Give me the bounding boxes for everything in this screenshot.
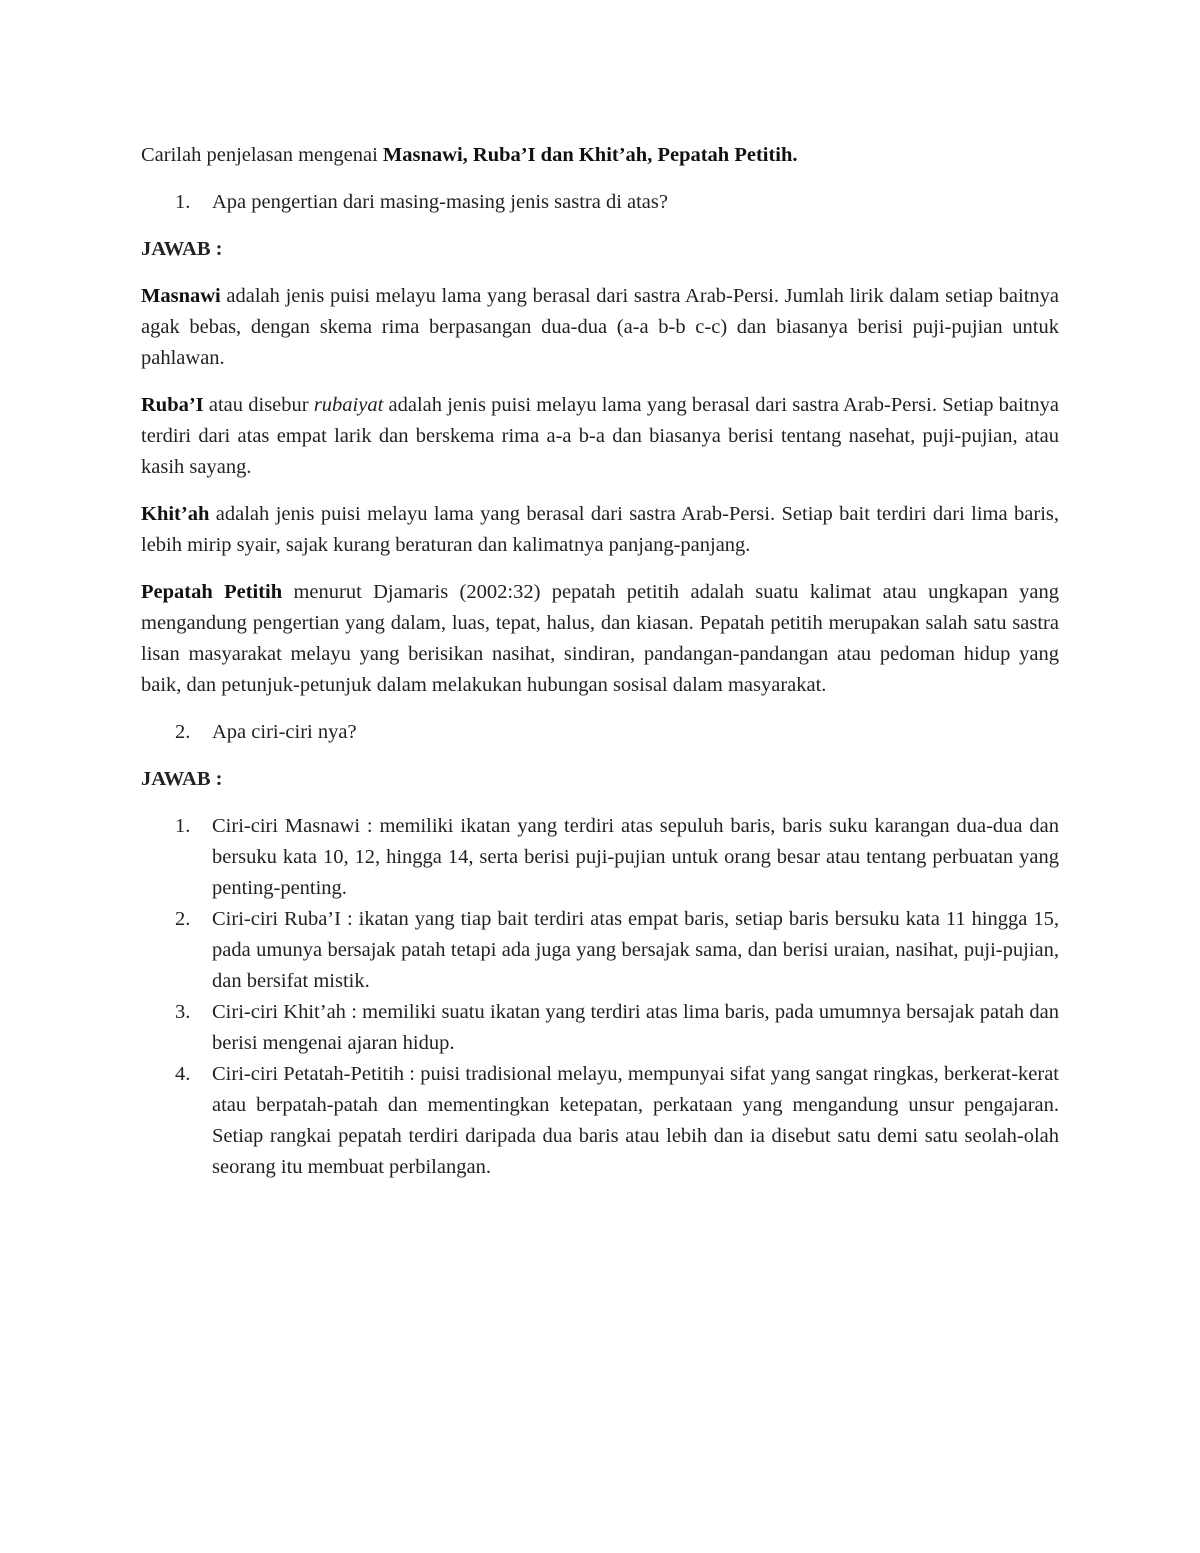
definition-rubai-term: Ruba’I — [141, 394, 204, 416]
definition-khitah-term: Khit’ah — [141, 503, 210, 525]
list-item-text: Ciri-ciri Khit’ah : memiliki suatu ikatan yang terdiri atas lima baris, pada umumnya bersajak patah dan berisi mengenai ajaran hidup. — [212, 1001, 1059, 1054]
list-item-number: 3. — [175, 1001, 191, 1023]
list-item-text: Ciri-ciri Masnawi : memiliki ikatan yang terdiri atas sepuluh baris, baris suku karangan dua-dua dan bersuku kata 10, 12, hingga 14, serta berisi puji-pujian untuk orang besar atau tentang perbuatan yang penting-penting. — [212, 815, 1059, 899]
definition-masnawi-text: adalah jenis puisi melayu lama yang berasal dari sastra Arab-Persi. Jumlah lirik dalam setiap baitnya agak bebas, dengan skema rima berpasangan dua-dua (a-a b-b c-c) dan biasanya berisi puji-pujian untuk pahlawan. — [141, 285, 1059, 369]
definition-masnawi — [141, 281, 1059, 374]
question-2-number: 2. — [175, 721, 191, 743]
intro-prefix: Carilah penjelasan mengenai — [141, 144, 383, 166]
definition-rubai-italic: rubaiyat — [313, 394, 384, 416]
document-page — [141, 140, 1059, 1199]
list-item — [141, 1059, 1059, 1183]
list-item-number: 2. — [175, 908, 191, 930]
question-1-text: Apa pengertian dari masing-masing jenis sastra di atas? — [212, 191, 668, 213]
question-1-number: 1. — [175, 191, 191, 213]
definition-pepatah-text: menurut Djamaris (2002:32) pepatah petitih adalah suatu kalimat atau ungkapan yang mengandung pengertian yang dalam, luas, tepat, halus, dan kiasan. Pepatah petitih merupakan salah satu sastra lisan masyarakat melayu yang berisikan nasihat, sindiran, pandangan-pandangan atau pedoman hidup yang baik, dan petunjuk-petunjuk dalam melakukan hubungan sosisal dalam masyarakat. — [141, 581, 1059, 696]
definition-rubai-text-a: atau disebur — [203, 394, 314, 416]
intro-paragraph — [141, 140, 1059, 171]
question-2 — [141, 717, 1059, 748]
question-1 — [141, 187, 1059, 218]
definition-rubai-text-b: adalah jenis puisi melayu lama yang berasal dari sastra Arab-Persi. Setiap baitnya terdiri dari atas empat larik dan berskema rima a-a b-a dan biasanya berisi tentang nasehat, puji-pujian, atau kasih sayang. — [141, 394, 1059, 478]
definition-pepatah-term: Pepatah Petitih — [141, 581, 283, 603]
question-list-2 — [141, 717, 1059, 748]
definition-rubai — [141, 390, 1059, 483]
intro-topics: Masnawi, Ruba’I dan Khit’ah, Pepatah Petitih. — [382, 144, 798, 166]
characteristics-list — [141, 811, 1059, 1183]
question-list-1 — [141, 187, 1059, 218]
answer-label-1: JAWAB : — [141, 238, 223, 260]
list-item-number: 4. — [175, 1063, 191, 1085]
list-item-text: Ciri-ciri Ruba’I : ikatan yang tiap bait terdiri atas empat baris, setiap baris bersuku kata 11 hingga 15, pada umunya bersajak patah tetapi ada juga yang bersajak sama, dan berisi uraian, nasihat, puji-pujian, dan bersifat mistik. — [212, 908, 1059, 992]
list-item-number: 1. — [175, 815, 191, 837]
definition-khitah — [141, 499, 1059, 561]
definition-khitah-text: adalah jenis puisi melayu lama yang berasal dari sastra Arab-Persi. Setiap bait terdiri dari lima baris, lebih mirip syair, sajak kurang beraturan dan kalimatnya panjang-panjang. — [141, 503, 1059, 556]
list-item — [141, 811, 1059, 904]
answer-label-2: JAWAB : — [141, 768, 223, 790]
question-2-text: Apa ciri-ciri nya? — [212, 721, 357, 743]
list-item-text: Ciri-ciri Petatah-Petitih : puisi tradisional melayu, mempunyai sifat yang sangat ringkas, berkerat-kerat atau berpatah-patah dan mementingkan ketepatan, perkataan yang mengandung unsur pengajaran. Setiap rangkai pepatah terdiri daripada dua baris atau lebih dan ia disebut satu demi satu seolah-olah seorang itu membuat perbilangan. — [212, 1063, 1059, 1178]
list-item — [141, 997, 1059, 1059]
list-item — [141, 904, 1059, 997]
definition-masnawi-term: Masnawi — [141, 285, 221, 307]
definition-pepatah — [141, 577, 1059, 701]
